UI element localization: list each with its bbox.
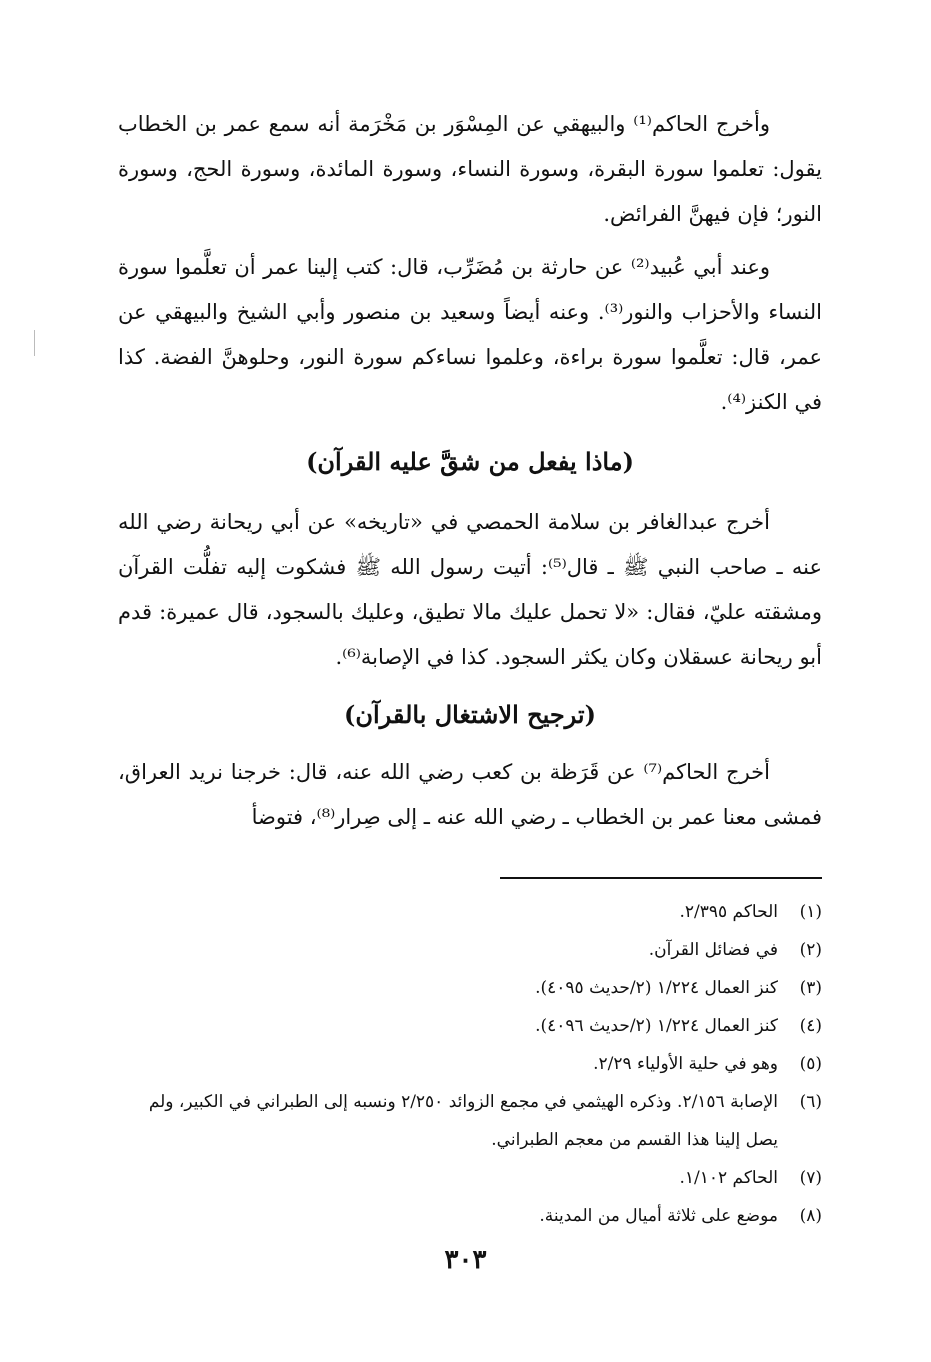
footnote-number: (٦) [799, 1092, 822, 1112]
footnote-number: (٢) [799, 940, 822, 960]
footnote-text: موضع على ثلاثة أميال من المدينة. [539, 1206, 778, 1226]
footnotes [118, 893, 822, 1235]
paragraph-4: أخرج الحاكم⁽⁷⁾ عن قَرَظة بن كعب رضي الله عنه، قال: خرجنا نريد العراق، فمشى معنا عمر بن الخطاب ـ رضي الله عنه ـ إلى صِرار⁽⁸⁾، فتوضأ [118, 760, 822, 829]
middle-text-block [118, 500, 822, 680]
paragraph-2: وعند أبي عُبيد⁽²⁾ عن حارثة بن مُضَرِّب، قال: كتب إلينا عمر أن تعلَّموا سورة النساء والأحزاب والنور⁽³⁾. وعنه أيضاً وسعيد بن منصور وأبي الشيخ والبيهقي عن عمر، قال: تعلَّموا سورة براءة، وعلموا نساءكم سورة النور، وحلوهنَّ الفضة. كذا في الكنز⁽⁴⁾. [118, 255, 823, 414]
footnote-number: (٣) [799, 978, 822, 998]
footnote-text: الإصابة ٢/١٥٦. وذكره الهيثمي في مجمع الزوائد ٢/٢٥٠ ونسبه إلى الطبراني في الكبير، ولم يصل إلينا هذا القسم من معجم الطبراني. [148, 1092, 778, 1150]
footnote-number: (٥) [799, 1054, 822, 1074]
footnote-text: الحاكم ٢/٣٩٥. [679, 902, 778, 922]
page-number: ٣٠٣ [444, 1245, 487, 1275]
margin-mark [34, 330, 35, 356]
section-heading-1: (ماذا يفعل من شقَّ عليه القرآن) [306, 447, 634, 476]
footnote-text: في فضائل القرآن. [648, 940, 778, 960]
footnote-number: (١) [799, 902, 822, 922]
footnote-text: كنز العمال ١/٢٢٤ (٢/حديث ٤٠٩٥). [535, 978, 778, 998]
footnote-number: (٤) [799, 1016, 822, 1036]
footnote-item [118, 1045, 822, 1083]
footnote-text: وهو في حلية الأولياء ٢/٢٩. [593, 1054, 778, 1074]
footnote-item [118, 931, 822, 969]
footnote-text: كنز العمال ١/٢٢٤ (٢/حديث ٤٠٩٦). [535, 1016, 778, 1036]
paragraph-3: أخرج عبدالغافر بن سلامة الحمصي في «تاريخه» عن أبي ريحانة رضي الله عنه ـ صاحب النبي ﷺ ـ قال⁽⁵⁾: أتيت رسول الله ﷺ فشكوت إليه تفلُّت القرآن ومشقته عليّ، فقال: «لا تحمل عليك مالا تطيق، وعليك بالسجود، قال عميرة: قدم أبو ريحانة عسقلان وكان يكثر السجود. كذا في الإصابة⁽⁶⁾. [118, 510, 822, 669]
footnote-number: (٧) [799, 1168, 822, 1188]
footnote-number: (٨) [799, 1206, 822, 1226]
footnote-item [118, 1083, 822, 1159]
footnote-item [118, 893, 822, 931]
footnote-text: الحاكم ١/١٠٢. [679, 1168, 778, 1188]
footnote-item [118, 969, 822, 1007]
paragraph-1: وأخرج الحاكم⁽¹⁾ والبيهقي عن المِسْوَر بن مَخْرَمة أنه سمع عمر بن الخطاب يقول: تعلموا سورة البقرة، وسورة النساء، وسورة المائدة، وسورة الحج، وسورة النور؛ فإن فيهنَّ الفرائض. [118, 112, 822, 226]
section-heading-2: (ترجيح الاشتغال بالقرآن) [344, 700, 596, 729]
footnote-item [118, 1159, 822, 1197]
top-text-block [118, 102, 822, 425]
footnote-item [118, 1007, 822, 1045]
footnote-item [118, 1197, 822, 1235]
bottom-text-block [118, 750, 822, 840]
footnote-separator [500, 877, 822, 879]
